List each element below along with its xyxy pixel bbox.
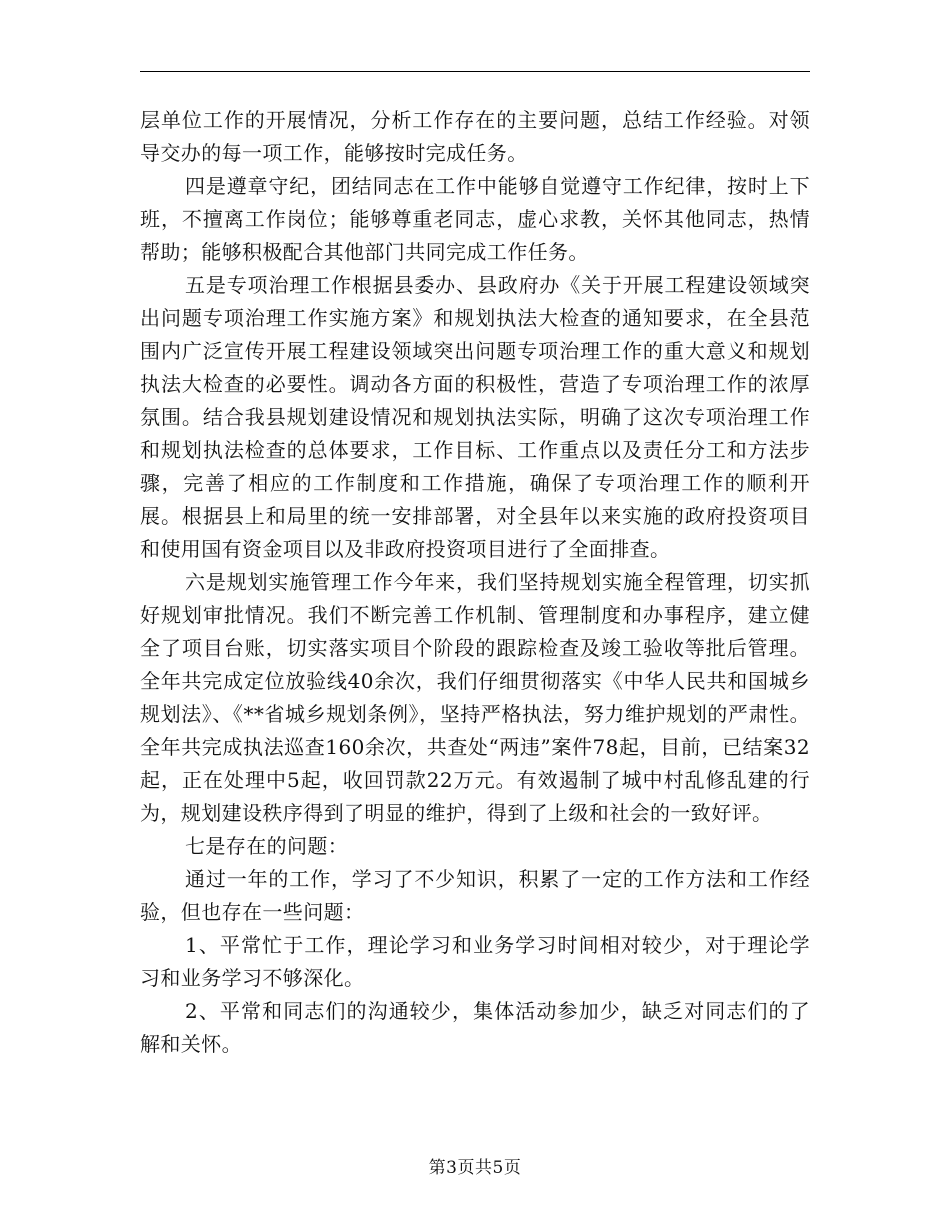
page-footer (0, 1153, 950, 1178)
paragraph: 层单位工作的开展情况，分析工作存在的主要问题，总结工作经验。对领导交办的每一项工作，能够按时完成任务。 (140, 108, 810, 165)
current-page-number: 3 (446, 1158, 458, 1178)
paragraph: 五是专项治理工作根据县委办、县政府办《关于开展工程建设领域突出问题专项治理工作实施方案》和规划执法大检查的通知要求，在全县范围内广泛宣传开展工程建设领域突出问题专项治理工作的重大意义和规划执法大检查的必要性。调动各方面的积极性，营造了专项治理工作的浓厚氛围。结合我县规划建设情况和规划执法实际，明确了这次专项治理工作和规划执法检查的总体要求，工作目标、工作重点以及责任分工和方法步骤，完善了相应的工作制度和工作措施，确保了专项治理工作的顺利开展。根据县上和局里的统一安排部署，对全县年以来实施的政府投资项目和使用国有资金项目以及非政府投资项目进行了全面排查。 (140, 273, 810, 561)
footer-suffix: 页 (503, 1158, 522, 1178)
paragraph: 通过一年的工作，学习了不少知识，积累了一定的工作方法和工作经验，但也存在一些问题： (140, 867, 810, 924)
total-pages-number: 5 (492, 1158, 504, 1178)
paragraph: 四是遵章守纪，团结同志在工作中能够自觉遵守工作纪律，按时上下班，不擅离工作岗位；能够尊重老同志，虚心求教，关怀其他同志，热情帮助；能够积极配合其他部门共同完成工作任务。 (140, 174, 810, 264)
paragraph: 1、平常忙于工作，理论学习和业务学习时间相对较少，对于理论学习和业务学习不够深化。 (140, 933, 810, 990)
paragraph: 六是规划实施管理工作今年来，我们坚持规划实施全程管理，切实抓好规划审批情况。我们不断完善工作机制、管理制度和办事程序，建立健全了项目台账，切实落实项目个阶段的跟踪检查及竣工验收等批后管理。全年共完成定位放验线40余次，我们仔细贯彻落实《中华人民共和国城乡规划法》、《**省城乡规划条例》，坚持严格执法，努力维护规划的严肃性。全年共完成执法巡查160余次，共查处“两违”案件78起，目前，已结案32起，正在处理中5起，收回罚款22万元。有效遏制了城中村乱修乱建的行为，规划建设秩序得到了明显的维护，得到了上级和社会的一致好评。 (140, 570, 810, 825)
footer-prefix: 第 (428, 1158, 447, 1178)
document-body (140, 104, 810, 1061)
header-rule (140, 71, 810, 72)
paragraph: 2、平常和同志们的沟通较少，集体活动参加少，缺乏对同志们的了解和关怀。 (140, 999, 810, 1056)
footer-total-word: 共 (475, 1158, 493, 1178)
paragraph: 七是存在的问题： (185, 834, 349, 858)
footer-page-word: 页 (457, 1158, 475, 1178)
